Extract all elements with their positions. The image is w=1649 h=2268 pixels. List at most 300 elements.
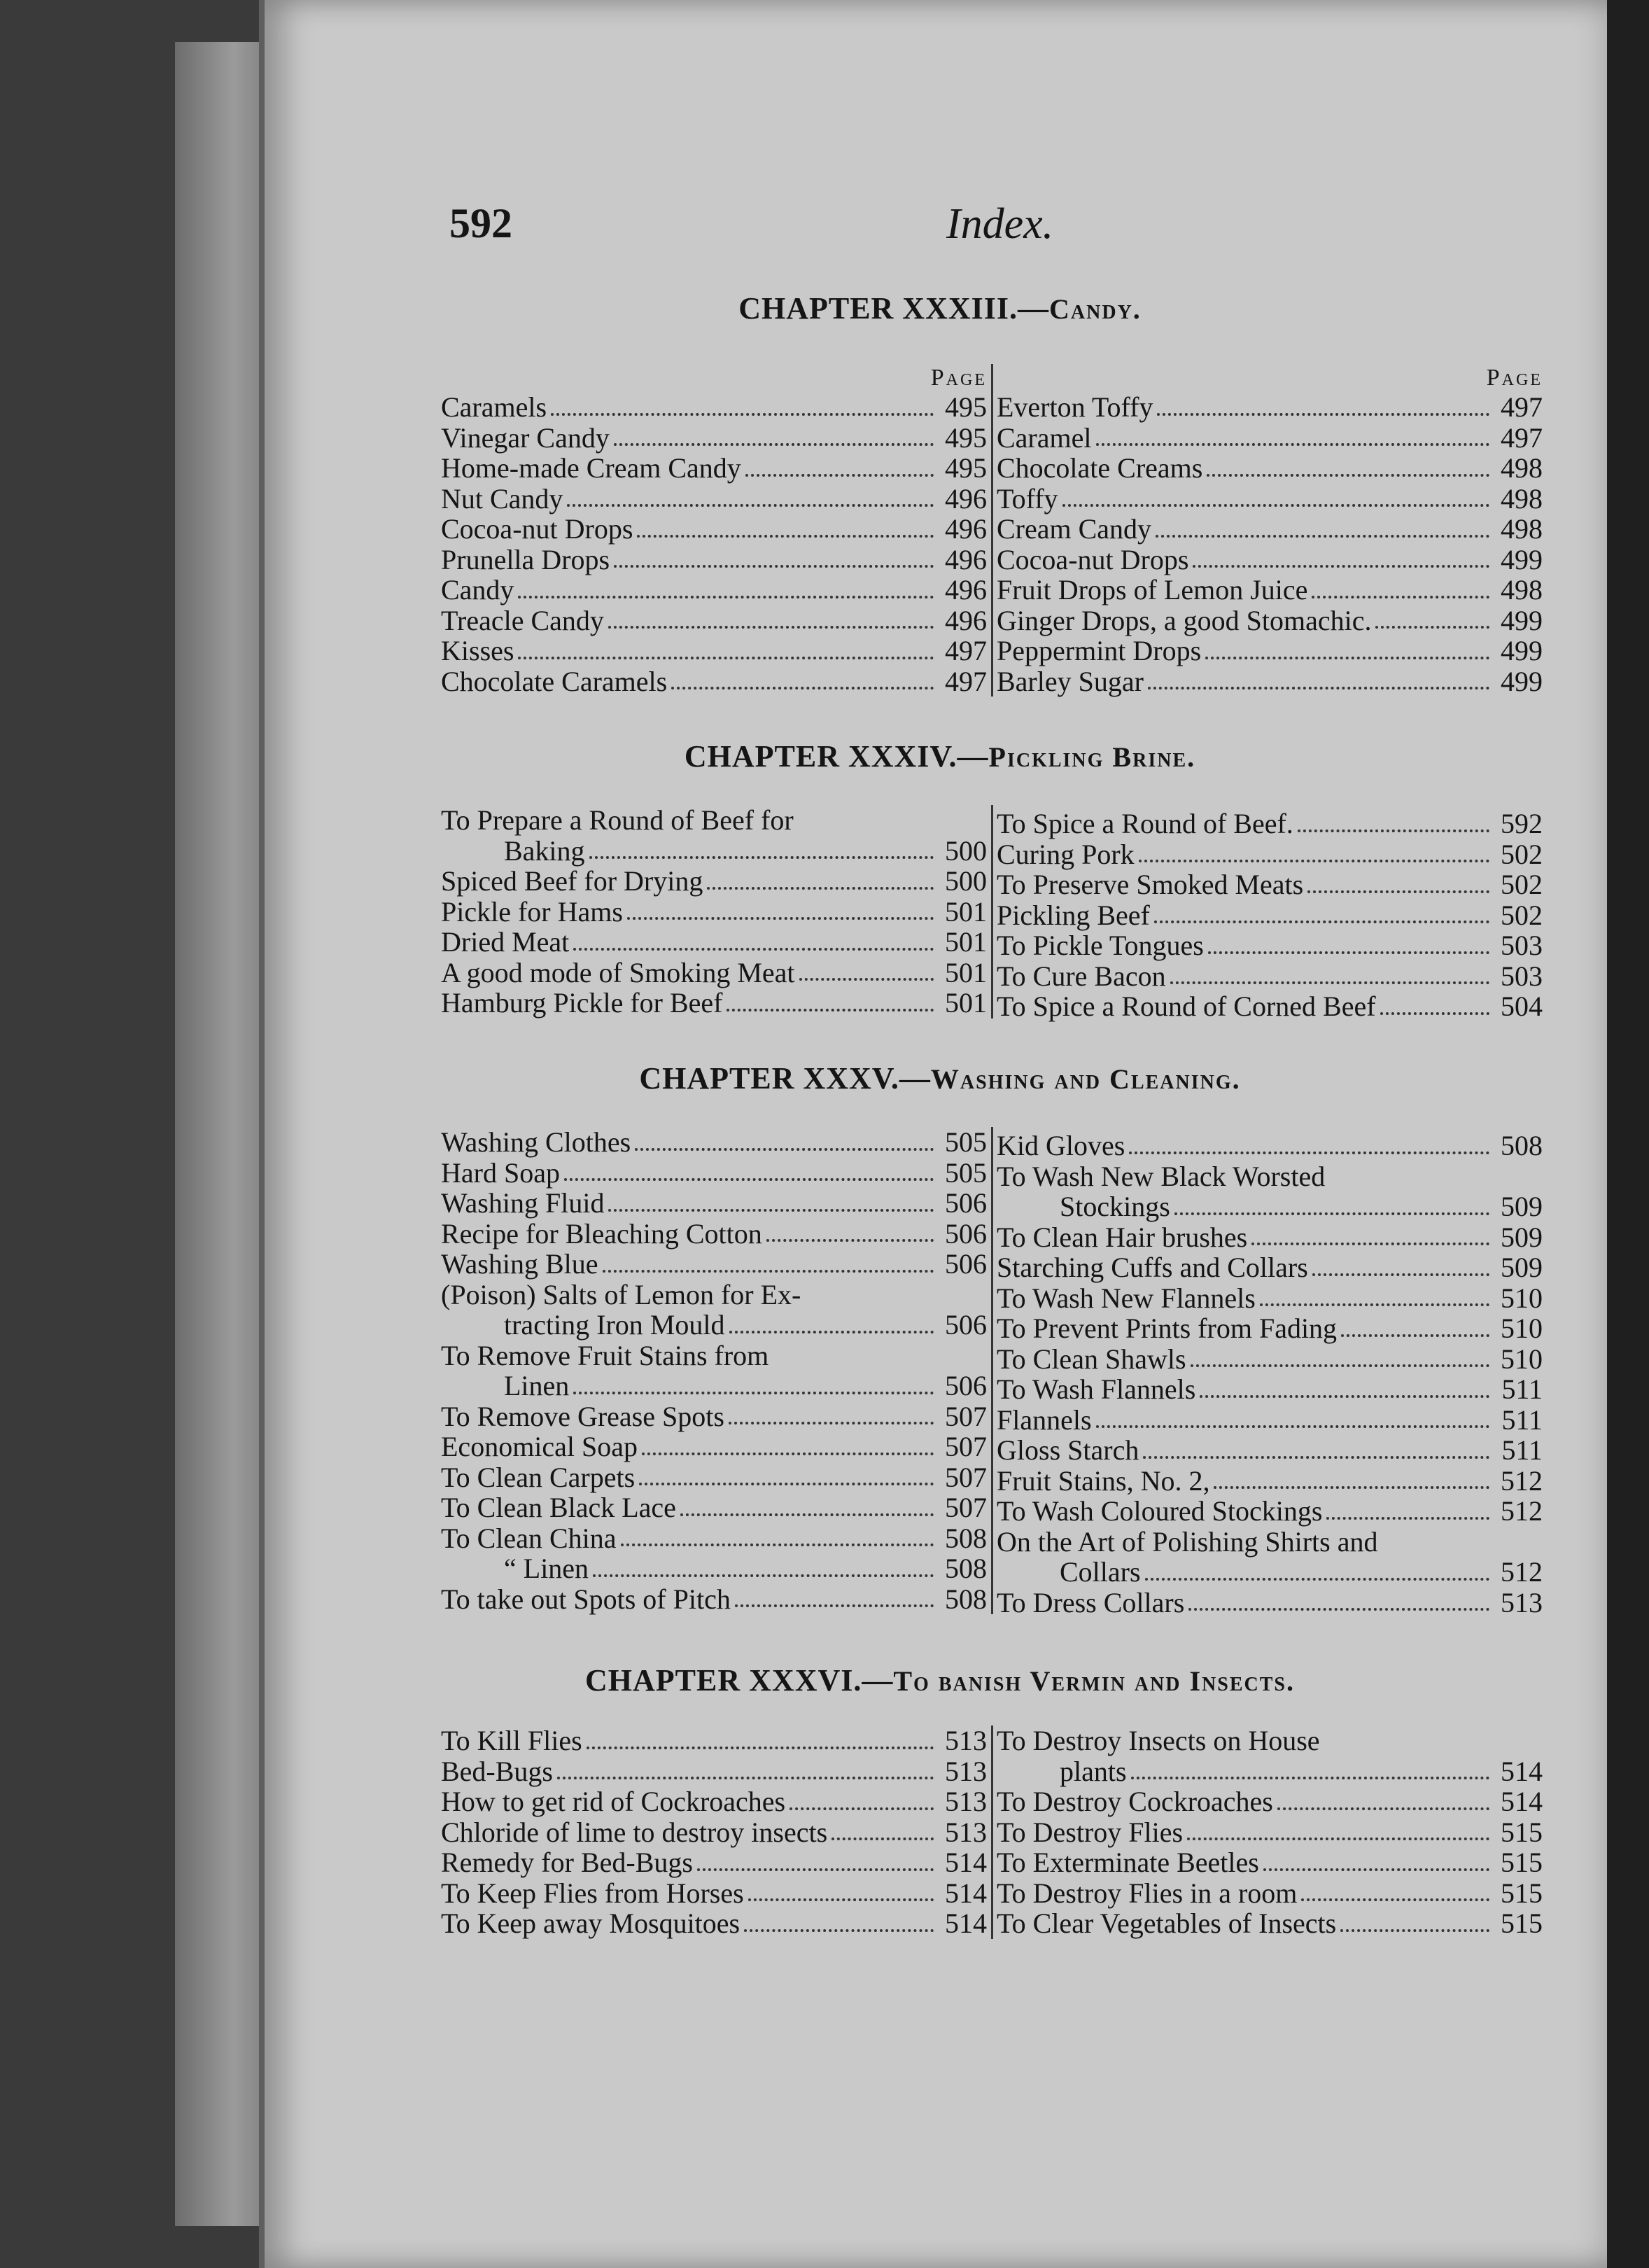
index-entry-title: Kisses <box>441 635 514 666</box>
index-entry <box>997 423 1543 454</box>
index-entry <box>441 606 987 636</box>
chapter-heading-xxxvi <box>265 1662 1615 1698</box>
index-entry-title: Nut Candy <box>441 482 563 514</box>
leader-dots <box>831 1837 934 1840</box>
leader-dots <box>790 1807 934 1810</box>
leader-dots <box>1326 1517 1489 1520</box>
index-entry <box>441 514 987 545</box>
index-entry-title: “ Linen <box>504 1553 589 1584</box>
chapter-xxxvi-right-column <box>997 1726 1543 1939</box>
leader-dots <box>1143 1456 1489 1459</box>
index-entry <box>997 1435 1543 1466</box>
index-entry-title: Pickle for Hams <box>441 895 623 927</box>
index-entry-page: 514 <box>945 1877 987 1909</box>
index-entry <box>441 866 987 897</box>
index-entry <box>441 805 987 836</box>
index-entry <box>997 666 1543 697</box>
leader-dots <box>1193 565 1489 568</box>
index-entry-page: 515 <box>1501 1877 1543 1909</box>
index-entry-title: To Clear Vegetables of Insects <box>997 1907 1337 1939</box>
index-entry-page: 501 <box>945 987 987 1018</box>
index-entry-title: Barley Sugar <box>997 665 1144 697</box>
leader-dots <box>587 1746 934 1749</box>
index-entry <box>441 1158 987 1189</box>
index-entry-page: 498 <box>1501 574 1543 606</box>
leader-dots <box>707 887 934 890</box>
leader-dots <box>1157 413 1489 416</box>
leader-dots <box>603 1270 934 1273</box>
leader-dots <box>1205 657 1489 659</box>
leader-dots <box>1301 1898 1489 1901</box>
chapter-xxxvi-left-column <box>441 1726 993 1939</box>
leader-dots <box>1340 1929 1489 1932</box>
leader-dots <box>1251 1242 1489 1245</box>
index-entry-page: 507 <box>945 1492 987 1523</box>
leader-dots <box>744 1929 934 1932</box>
leader-dots <box>518 657 934 659</box>
page-column-heading: Page <box>1486 365 1543 391</box>
index-entry <box>997 484 1543 514</box>
chapter-heading-xxxv <box>265 1060 1615 1096</box>
index-entry <box>997 1588 1543 1618</box>
leader-dots <box>1207 474 1489 477</box>
index-entry-title: Toffy <box>997 482 1058 514</box>
leader-dots <box>1312 1273 1489 1276</box>
index-entry <box>997 1786 1543 1817</box>
leader-dots <box>1188 1608 1489 1611</box>
index-entry-page: 498 <box>1501 452 1543 484</box>
leader-dots <box>727 1009 934 1011</box>
index-entry <box>997 1161 1543 1192</box>
index-entry <box>997 1405 1543 1436</box>
page-header <box>449 200 1324 255</box>
chapter-title: CHAPTER XXXIII.— <box>738 291 1050 326</box>
index-entry-page: 496 <box>945 543 987 575</box>
leader-dots <box>1208 951 1489 954</box>
leader-dots <box>1170 981 1489 984</box>
index-entry <box>441 1249 987 1280</box>
leader-dots <box>1260 1303 1489 1306</box>
page-column-heading: Page <box>930 365 987 391</box>
index-entry-page: 509 <box>1501 1191 1543 1222</box>
index-entry-title: To Wash New Black Worsted <box>997 1160 1326 1192</box>
index-entry-title: Prunella Drops <box>441 543 610 575</box>
index-entry <box>441 1401 987 1432</box>
index-entry <box>441 575 987 606</box>
index-entry <box>997 1557 1543 1588</box>
leader-dots <box>1096 1425 1489 1428</box>
index-entry-page: 514 <box>945 1847 987 1878</box>
index-entry-title: Home-made Cream Candy <box>441 452 741 484</box>
index-entry-page: 507 <box>945 1431 987 1462</box>
index-entry-page: 499 <box>1501 543 1543 575</box>
index-entry <box>441 1492 987 1523</box>
index-entry-title: To Pickle Tongues <box>997 930 1204 961</box>
index-entry <box>441 1188 987 1219</box>
leader-dots <box>608 1209 934 1212</box>
index-entry-page: 513 <box>1501 1586 1543 1618</box>
leader-dots <box>766 1239 934 1242</box>
index-entry-title: To Clean Carpets <box>441 1461 636 1493</box>
index-entry-page: 511 <box>1501 1404 1543 1436</box>
index-entry-title: To Prevent Prints from Fading <box>997 1312 1338 1344</box>
index-entry <box>441 1280 987 1310</box>
index-entry-page: 495 <box>945 391 987 423</box>
index-entry-title: Everton Toffy <box>997 391 1153 423</box>
index-entry <box>997 991 1543 1022</box>
index-entry <box>441 1817 987 1848</box>
index-entry <box>441 1340 987 1371</box>
index-entry-title: To Spice a Round of Beef. <box>997 808 1293 839</box>
index-entry <box>441 1523 987 1554</box>
index-entry-title: How to get rid of Cockroaches <box>441 1786 786 1817</box>
index-entry-page: 512 <box>1501 1556 1543 1588</box>
index-entry-page: 506 <box>945 1187 987 1219</box>
index-entry-page: 497 <box>945 635 987 666</box>
leader-dots <box>589 856 934 859</box>
index-entry-page: 511 <box>1501 1373 1543 1405</box>
leader-dots <box>551 413 934 416</box>
leader-dots <box>1277 1807 1489 1810</box>
index-entry-title: To Dress Collars <box>997 1586 1185 1618</box>
index-entry <box>441 1726 987 1756</box>
index-entry <box>997 1466 1543 1497</box>
index-entry <box>441 545 987 575</box>
index-entry-page: 506 <box>945 1248 987 1280</box>
index-entry-title: Treacle Candy <box>441 604 604 636</box>
book-page <box>259 0 1615 2268</box>
index-entry-title: Cream Candy <box>997 513 1152 545</box>
index-entry-title: To Keep Flies from Horses <box>441 1877 744 1909</box>
index-entry-title: Curing Pork <box>997 838 1135 870</box>
leader-dots <box>1174 1212 1489 1215</box>
index-entry-title: On the Art of Polishing Shirts and <box>997 1525 1378 1558</box>
index-entry-page: 495 <box>945 452 987 484</box>
leader-dots <box>637 535 934 538</box>
chapter-title: CHAPTER XXXV.— <box>639 1061 931 1096</box>
chapter-xxxiv-left-column <box>441 805 993 1018</box>
leader-dots <box>1307 890 1489 893</box>
index-entry-title: To Remove Grease Spots <box>441 1400 724 1432</box>
leader-dots <box>557 1777 934 1779</box>
leader-dots <box>729 1331 934 1334</box>
index-entry <box>997 636 1543 666</box>
index-entry <box>997 900 1543 931</box>
index-entry-page: 501 <box>945 926 987 958</box>
leader-dots <box>1263 1868 1489 1871</box>
index-entry-page: 508 <box>1501 1130 1543 1161</box>
index-entry-title: Linen <box>504 1370 570 1401</box>
index-entry <box>441 636 987 666</box>
index-entry <box>997 1527 1543 1558</box>
leader-dots <box>1341 1334 1489 1337</box>
index-entry <box>997 839 1543 870</box>
page-number: 592 <box>449 200 512 246</box>
chapter-xxxiii-right-column <box>997 364 1543 696</box>
index-entry-title: Fruit Drops of Lemon Juice <box>997 574 1308 606</box>
index-entry-page: 502 <box>1501 838 1543 870</box>
index-entry <box>997 1191 1543 1222</box>
index-entry-title: To Wash Coloured Stockings <box>997 1495 1323 1527</box>
leader-dots <box>1139 860 1489 862</box>
index-entry-title: To Clean Shawls <box>997 1343 1186 1375</box>
index-entry-page: 592 <box>1501 808 1543 839</box>
index-entry-title: To Spice a Round of Corned Beef <box>997 990 1376 1022</box>
index-entry <box>997 545 1543 575</box>
chapter-subtitle: Candy. <box>1049 293 1142 325</box>
index-entry-page: 501 <box>945 895 987 927</box>
index-entry <box>441 988 987 1018</box>
index-entry-title: Pickling Beef <box>997 899 1150 931</box>
index-entry-page: 497 <box>1501 391 1543 423</box>
index-entry <box>441 1847 987 1878</box>
index-entry-title: To Keep away Mosquitoes <box>441 1907 741 1939</box>
leader-dots <box>1214 1486 1489 1489</box>
leader-dots <box>518 596 934 598</box>
index-entry-page: 510 <box>1501 1312 1543 1344</box>
index-entry <box>441 1908 987 1939</box>
index-entry-title: Hamburg Pickle for Beef <box>441 987 723 1018</box>
index-entry <box>441 1310 987 1340</box>
index-entry-page: 502 <box>1501 899 1543 931</box>
index-entry-page: 508 <box>945 1583 987 1615</box>
index-entry <box>997 1908 1543 1939</box>
leader-dots <box>1187 1837 1489 1840</box>
index-entry-title: Bed-Bugs <box>441 1755 553 1787</box>
index-entry-page: 505 <box>945 1156 987 1189</box>
index-entry-title: Spiced Beef for Drying <box>441 865 703 897</box>
index-entry-title: To Prepare a Round of Beef for <box>441 804 794 836</box>
index-entry-page: 515 <box>1501 1907 1543 1939</box>
index-entry-page: 502 <box>1501 869 1543 900</box>
leader-dots <box>642 1452 934 1455</box>
index-entry-page: 515 <box>1501 1816 1543 1848</box>
index-entry-page: 499 <box>1501 604 1543 636</box>
index-entry <box>997 1726 1543 1756</box>
leader-dots <box>567 504 934 507</box>
leader-dots <box>1298 830 1489 832</box>
chapter-title: CHAPTER XXXVI.— <box>585 1663 894 1698</box>
index-entry <box>441 1127 987 1158</box>
chapter-xxxv-right-column <box>997 1130 1543 1618</box>
index-entry-title: Ginger Drops, a good Stomachic. <box>997 604 1372 636</box>
index-entry <box>997 961 1543 992</box>
index-entry-page: 506 <box>945 1217 987 1250</box>
leader-dots <box>745 474 934 477</box>
index-entry-title: To Exterminate Beetles <box>997 1847 1259 1878</box>
index-entry-title: Washing Clothes <box>441 1126 631 1158</box>
index-entry <box>997 1374 1543 1405</box>
leader-dots <box>1312 596 1489 598</box>
index-entry <box>997 392 1543 423</box>
leader-dots <box>621 1544 934 1546</box>
index-entry-title: To Clean Hair brushes <box>997 1221 1248 1253</box>
chapter-subtitle: To banish Vermin and Insects. <box>893 1665 1295 1697</box>
index-entry-page: 515 <box>1501 1847 1543 1878</box>
leader-dots <box>573 948 934 951</box>
chapter-title: CHAPTER XXXIV.— <box>684 739 989 774</box>
index-entry <box>997 1496 1543 1527</box>
chapter-xxxiv-right-column <box>997 808 1543 1022</box>
index-entry <box>997 1283 1543 1314</box>
index-entry-page: 503 <box>1501 960 1543 992</box>
index-entry <box>997 930 1543 961</box>
leader-dots <box>593 1574 934 1577</box>
index-entry-page: 509 <box>1501 1221 1543 1253</box>
index-entry <box>441 1786 987 1817</box>
index-entry-title: Starching Cuffs and Collars <box>997 1252 1308 1283</box>
index-entry <box>997 1252 1543 1283</box>
index-entry <box>441 666 987 697</box>
index-entry <box>997 1130 1543 1161</box>
index-entry <box>441 423 987 454</box>
index-entry-page: 512 <box>1501 1495 1543 1527</box>
index-entry <box>441 1462 987 1493</box>
index-entry-page: 506 <box>945 1309 987 1340</box>
index-entry <box>441 1371 987 1401</box>
index-entry-title: A good mode of Smoking Meat <box>441 956 795 988</box>
index-entry-title: To Destroy Flies <box>997 1816 1184 1848</box>
leader-dots <box>627 917 934 920</box>
index-entry <box>997 575 1543 606</box>
index-entry-title: Chocolate Caramels <box>441 665 668 697</box>
index-entry-title: Chloride of lime to destroy insects <box>441 1816 828 1848</box>
index-entry-title: Caramels <box>441 391 547 423</box>
leader-dots <box>671 687 934 690</box>
index-entry-title: Caramel <box>997 421 1092 454</box>
leader-dots <box>639 1483 934 1485</box>
index-entry-title: Stockings <box>1060 1191 1170 1222</box>
index-entry-title: Cocoa-nut Drops <box>441 513 633 545</box>
index-entry <box>997 1878 1543 1909</box>
index-entry <box>997 808 1543 839</box>
index-entry <box>997 1313 1543 1344</box>
index-entry-page: 508 <box>945 1553 987 1584</box>
index-entry-title: Economical Soap <box>441 1431 638 1462</box>
index-entry-title: Chocolate Creams <box>997 452 1203 484</box>
leader-dots <box>1200 1395 1489 1398</box>
leader-dots <box>1096 443 1490 446</box>
leader-dots <box>748 1898 934 1901</box>
index-entry <box>997 1222 1543 1253</box>
index-entry <box>441 1756 987 1787</box>
chapter-xxxv-left-column <box>441 1127 993 1614</box>
index-entry-title: To Destroy Cockroaches <box>997 1786 1273 1817</box>
leader-dots <box>1380 1012 1489 1015</box>
index-entry-title: To Kill Flies <box>441 1725 582 1756</box>
leader-dots <box>1145 1578 1489 1581</box>
index-entry-title: Washing Blue <box>441 1248 598 1280</box>
index-entry-page: 500 <box>945 865 987 897</box>
index-entry-title: (Poison) Salts of Lemon for Ex- <box>441 1278 801 1310</box>
index-entry-title: Fruit Stains, No. 2, <box>997 1464 1210 1497</box>
index-entry-page: 507 <box>945 1461 987 1493</box>
leader-dots <box>564 1178 934 1181</box>
index-entry-title: Remedy for Bed-Bugs <box>441 1847 693 1878</box>
index-entry-title: To Wash Flannels <box>997 1373 1196 1405</box>
running-title: Index. <box>946 200 1054 248</box>
index-entry <box>997 869 1543 900</box>
index-entry-page: 513 <box>945 1725 987 1756</box>
leader-dots <box>614 565 934 568</box>
index-entry-page: 499 <box>1501 665 1543 697</box>
chapter-subtitle: Pickling Brine. <box>988 741 1196 773</box>
index-entry-page: 509 <box>1501 1252 1543 1283</box>
index-entry <box>441 453 987 484</box>
index-entry-page: 501 <box>945 956 987 988</box>
index-entry <box>997 1817 1543 1848</box>
index-entry-title: Collars <box>1060 1556 1141 1588</box>
leader-dots <box>635 1148 934 1151</box>
index-entry-page: 504 <box>1501 990 1543 1022</box>
index-entry-page: 510 <box>1501 1282 1543 1314</box>
leader-dots <box>799 978 934 981</box>
underlying-page-edge <box>175 42 273 2226</box>
index-entry-title: To Wash New Flannels <box>997 1282 1256 1314</box>
index-entry-page: 499 <box>1501 635 1543 666</box>
leader-dots <box>735 1604 934 1607</box>
index-entry-page: 497 <box>1501 421 1543 454</box>
index-entry-title: To Destroy Insects on House <box>997 1725 1320 1756</box>
index-entry-title: To take out Spots of Pitch <box>441 1583 731 1615</box>
index-entry <box>441 392 987 423</box>
index-entry-title: Dried Meat <box>441 926 570 958</box>
chapter-subtitle: Washing and Cleaning. <box>930 1063 1241 1095</box>
leader-dots <box>573 1392 934 1394</box>
chapter-heading-xxxiii <box>265 290 1615 326</box>
leader-dots <box>697 1868 934 1871</box>
index-entry-title: To Cure Bacon <box>997 960 1166 992</box>
index-entry-title: To Destroy Flies in a room <box>997 1877 1298 1909</box>
index-entry-title: Baking <box>504 834 585 867</box>
index-entry <box>997 1756 1543 1787</box>
index-entry-page: 507 <box>945 1400 987 1432</box>
index-entry-page: 497 <box>945 665 987 697</box>
index-entry-title: To Remove Fruit Stains from <box>441 1339 769 1371</box>
index-entry-page: 496 <box>945 482 987 514</box>
index-entry <box>997 1847 1543 1878</box>
leader-dots <box>1148 687 1489 690</box>
leader-dots <box>1191 1364 1489 1367</box>
index-entry-page: 510 <box>1501 1343 1543 1375</box>
leader-dots <box>680 1513 934 1516</box>
index-entry-title: To Clean Black Lace <box>441 1492 676 1523</box>
index-entry-page: 495 <box>945 421 987 454</box>
leader-dots <box>1131 1777 1489 1779</box>
scan-right-edge <box>1607 0 1649 2268</box>
leader-dots <box>1129 1152 1489 1154</box>
index-entry-title: Candy <box>441 574 514 606</box>
leader-dots <box>729 1422 934 1424</box>
index-entry-title: Flannels <box>997 1404 1092 1436</box>
index-entry-title: plants <box>1060 1755 1127 1787</box>
index-entry-page: 503 <box>1501 930 1543 961</box>
index-entry-title: Hard Soap <box>441 1156 560 1189</box>
index-entry-title: Vinegar Candy <box>441 421 610 454</box>
index-entry <box>997 514 1543 545</box>
leader-dots <box>1156 535 1489 538</box>
index-entry-page: 496 <box>945 574 987 606</box>
index-entry-page: 514 <box>945 1907 987 1939</box>
index-entry-title: To Preserve Smoked Meats <box>997 869 1304 900</box>
index-entry-page: 500 <box>945 834 987 867</box>
index-entry <box>997 453 1543 484</box>
index-entry-page: 511 <box>1501 1434 1543 1466</box>
index-entry-page: 513 <box>945 1816 987 1848</box>
index-entry-page: 513 <box>945 1786 987 1817</box>
leader-dots <box>614 443 934 446</box>
index-entry-title: Kid Gloves <box>997 1130 1125 1161</box>
